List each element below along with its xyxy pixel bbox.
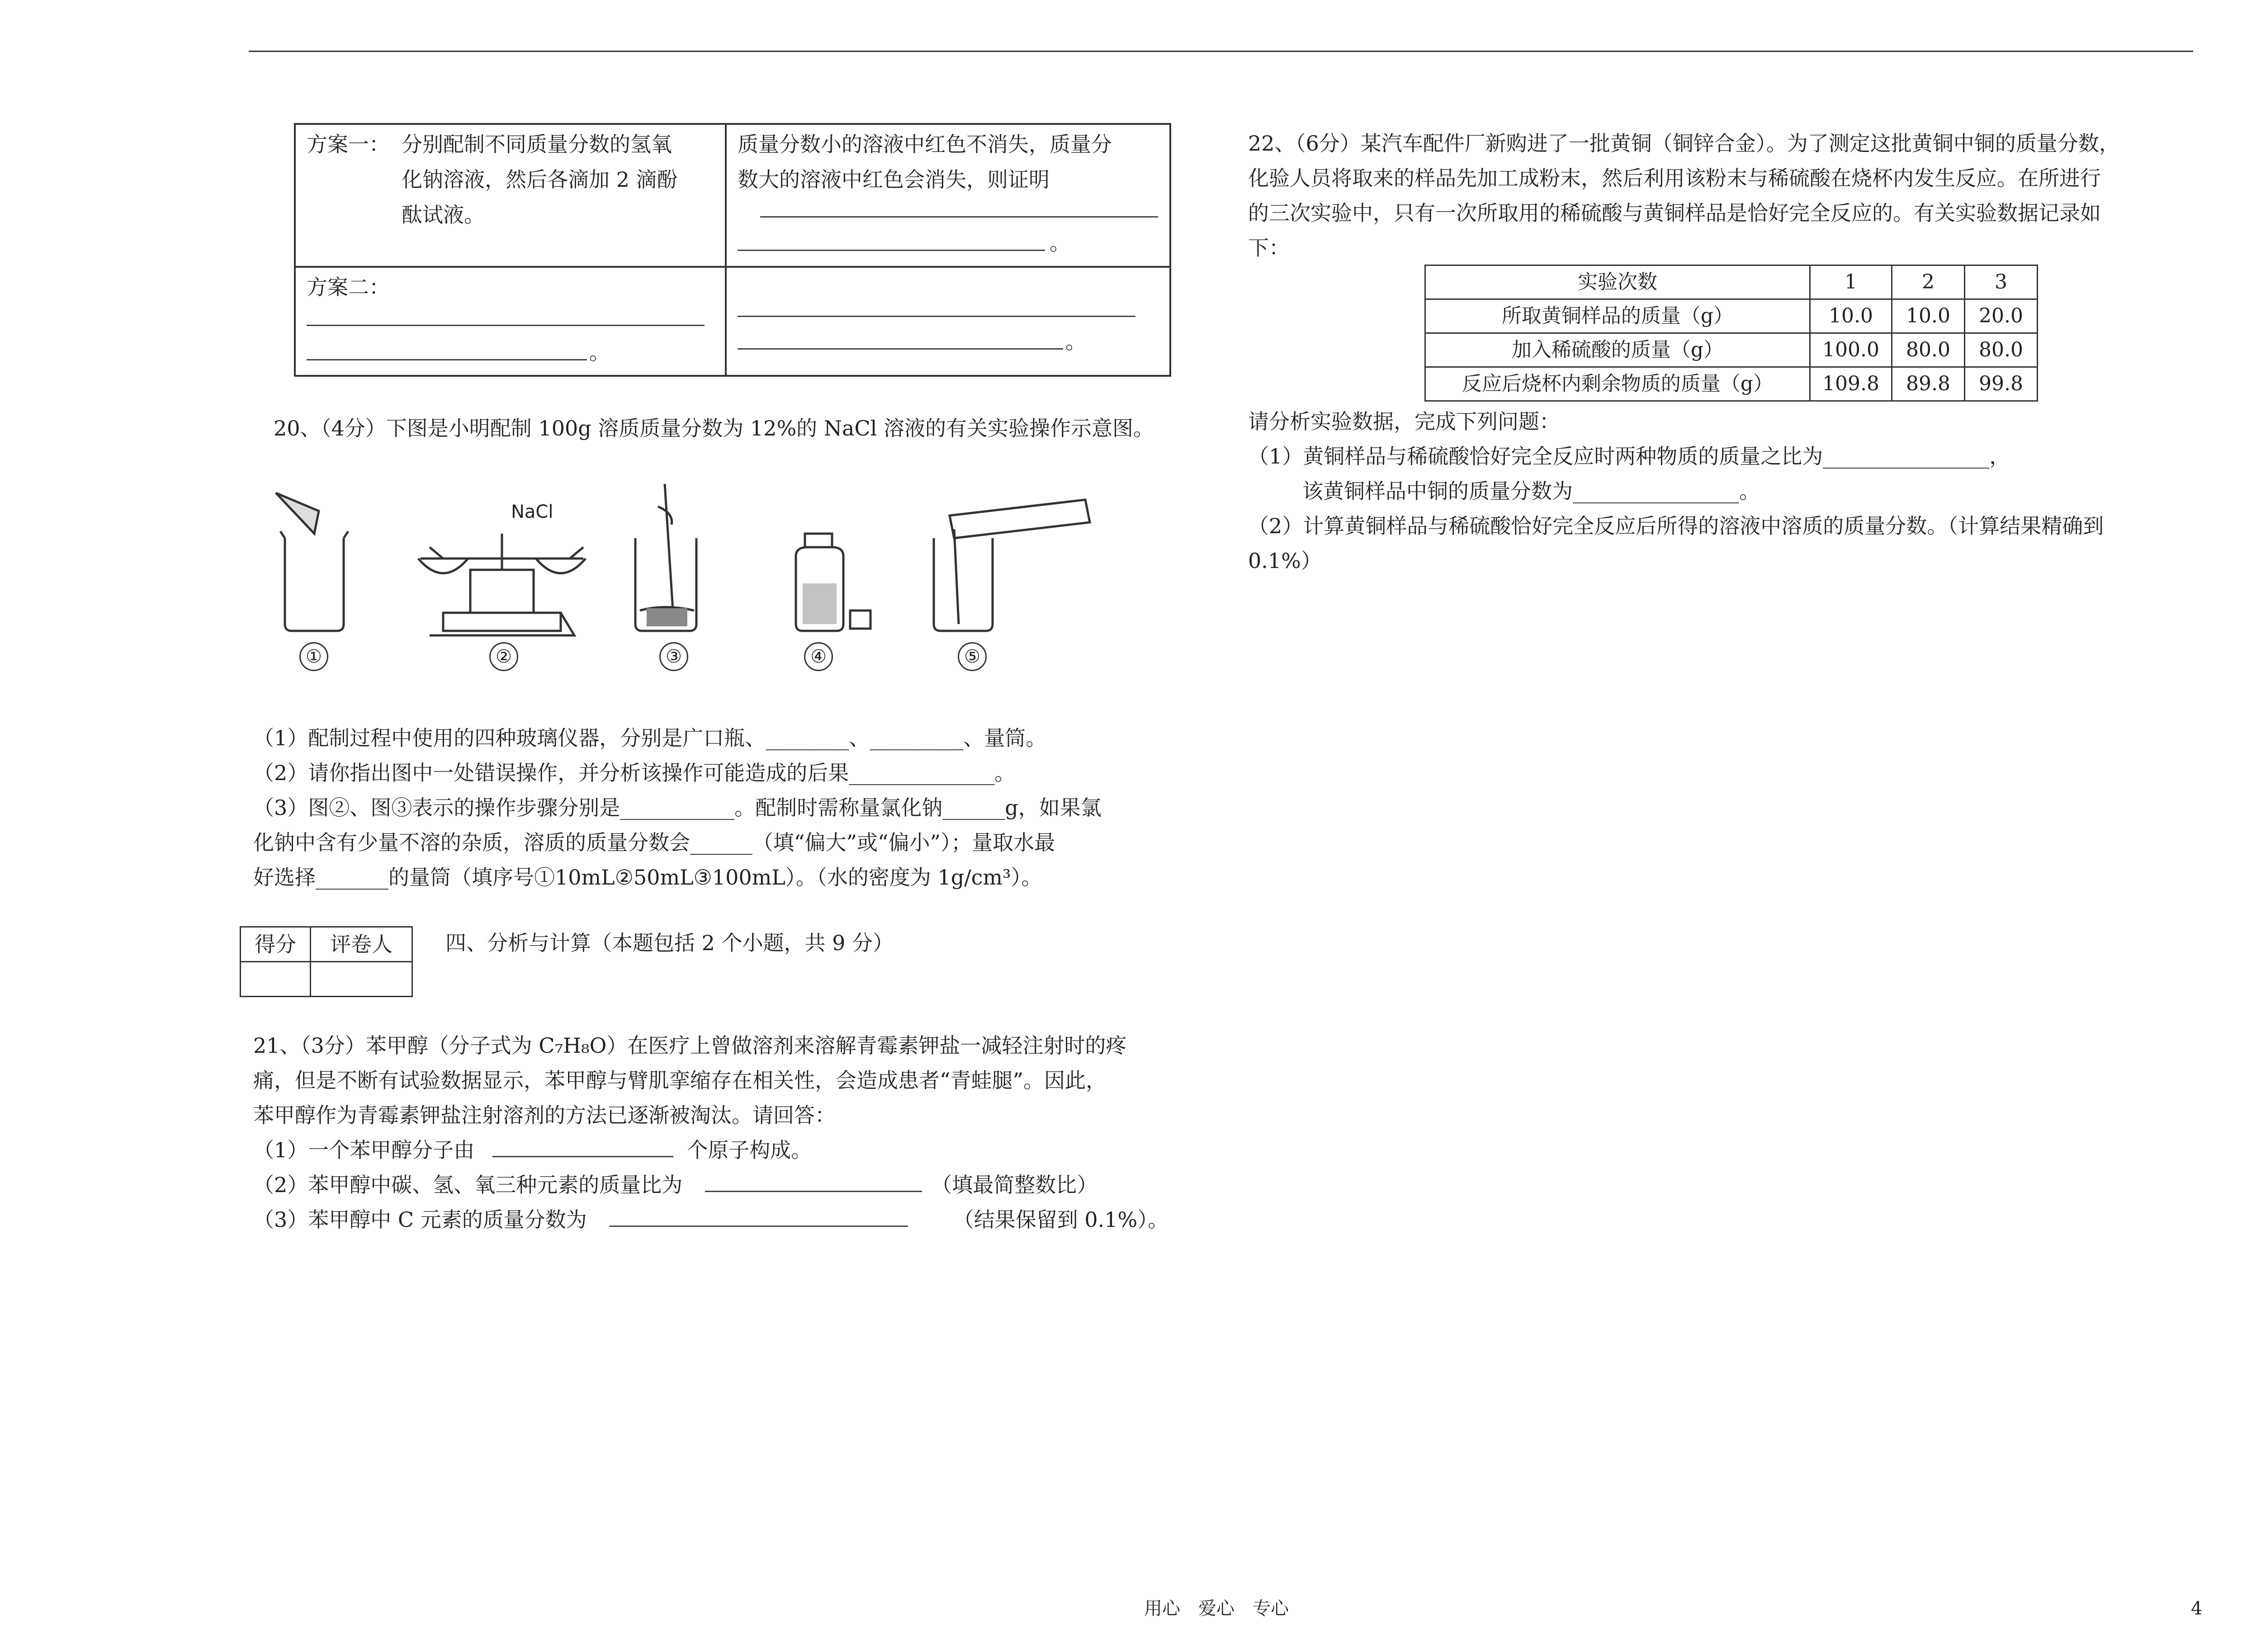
header-trial: 实验次数 xyxy=(1425,265,1810,299)
q20-sub3-line1: （3）图②、图③表示的操作步骤分别是___________。配制时需称量氯化钠______g，如果氯 xyxy=(253,795,1102,820)
plan1-cell xyxy=(295,124,726,267)
q22-sub1-line2: 该黄铜样品中铜的质量分数为________________。 xyxy=(1302,479,1760,503)
table-cell: 20.0 xyxy=(1965,299,2038,333)
row-label: 反应后烧杯内剩余物质的质量（g） xyxy=(1425,367,1810,401)
figure-label-3: ③ xyxy=(659,642,688,671)
plan2-result-cell xyxy=(726,267,1170,376)
header-1: 1 xyxy=(1810,265,1892,299)
q22-sub2-line1: （2）计算黄铜样品与稀硫酸恰好完全反应后所得的溶液中溶质的质量分数。（计算结果精确到 xyxy=(1248,514,2104,538)
q22-line2: 化验人员将取来的样品先加工成粉末，然后利用该粉末与稀硫酸在烧杯内发生反应。在所进行 xyxy=(1248,166,2101,190)
header-2: 2 xyxy=(1892,265,1965,299)
table-row xyxy=(1425,299,2038,333)
table-cell: 89.8 xyxy=(1892,367,1965,401)
plan2-blank-1[interactable] xyxy=(307,325,705,326)
experiment-table-header xyxy=(1425,265,2038,299)
q21-sub3 xyxy=(253,1203,1168,1236)
plan1-result-cell xyxy=(726,124,1170,267)
grader-input[interactable] xyxy=(311,962,412,997)
header-rule xyxy=(249,51,2193,52)
plan2-result-blank-1[interactable] xyxy=(738,316,1135,317)
q21-sub2 xyxy=(253,1168,1097,1202)
plan1-answer-blank-1[interactable] xyxy=(760,216,1158,218)
plan2-blank-2[interactable] xyxy=(307,359,587,360)
figure-label-1: ① xyxy=(299,642,328,671)
header-3: 3 xyxy=(1965,265,2038,299)
score-label: 得分 xyxy=(241,927,311,962)
plan1-result-line-1: 质量分数小的溶液中红色不消失，质量分 xyxy=(737,132,1112,156)
q22-sub1-line1: （1）黄铜样品与稀硫酸恰好完全反应时两种物质的质量之比为________________， xyxy=(1248,444,2010,469)
section-title: 四、分析与计算（本题包括 2 个小题，共 9 分） xyxy=(445,931,894,955)
plan1-line-3: 酞试液。 xyxy=(402,203,485,227)
table-cell: 80.0 xyxy=(1965,333,2038,367)
plan1-line-1: 分别配制不同质量分数的氢氧 xyxy=(402,132,672,156)
table-cell: 10.0 xyxy=(1810,299,1892,333)
footer-motto: 用心 爱心 专心 xyxy=(1144,1598,1289,1619)
table-cell: 10.0 xyxy=(1892,299,1965,333)
q21-line1: 21、（3分）苯甲醇（分子式为 C₇H₈O）在医疗上曾做溶剂来溶解青霉素钾盐一减轻注射时的疼 xyxy=(253,1033,1127,1058)
q21-sub2-post: （填最简整数比） xyxy=(931,1173,1098,1197)
page-number: 4 xyxy=(2191,1598,2203,1619)
plan1-period: 。 xyxy=(1049,231,1070,255)
figure-label-2: ② xyxy=(489,642,518,671)
table-row xyxy=(1425,333,2038,367)
q22-line4: 下： xyxy=(1248,236,1290,260)
q21-sub1 xyxy=(253,1133,812,1167)
figure-label-4: ④ xyxy=(804,642,833,671)
table-row xyxy=(1425,367,2038,401)
q20-sub3-line3: 好选择_______的量筒（填序号①10mL②50mL③100mL）。（水的密度为 1g/cm³）。 xyxy=(253,865,1042,890)
row-label: 加入稀硫酸的质量（g） xyxy=(1425,333,1810,367)
q20-sub3-line2: 化钠中含有少量不溶的杂质，溶质的质量分数会______（填“偏大”或“偏小”）；量取水最 xyxy=(253,830,1055,855)
plan2-cell xyxy=(295,267,726,376)
plan1-line-2: 化钠溶液，然后各滴加 2 滴酚 xyxy=(402,167,678,192)
q20-sub2: （2）请你指出图中一处错误操作，并分析该操作可能造成的后果______________。 xyxy=(253,761,1016,785)
table-cell: 99.8 xyxy=(1965,367,2038,401)
row-label: 所取黄铜样品的质量（g） xyxy=(1425,299,1810,333)
q21-sub1-pre: （1）一个苯甲醇分子由 xyxy=(253,1138,475,1162)
q21-line3: 苯甲醇作为青霉素钾盐注射溶剂的方法已逐渐被淘汰。请回答： xyxy=(253,1103,836,1127)
table-cell: 80.0 xyxy=(1892,333,1965,367)
plan2-result-blank-2[interactable] xyxy=(738,348,1063,350)
nacl-label: NaCl xyxy=(511,502,553,522)
q21-sub1-post: 个原子构成。 xyxy=(687,1138,812,1162)
q22-line3: 的三次实验中，只有一次所取用的稀硫酸与黄铜样品是恰好完全反应的。有关实验数据记录如 xyxy=(1248,201,2101,225)
q22-sub2-line2: 0.1%） xyxy=(1248,549,1322,573)
plan2-result-period: 。 xyxy=(1065,329,1086,354)
q21-sub2-blank[interactable] xyxy=(705,1168,922,1192)
q20-figure xyxy=(267,479,1149,678)
plan-table xyxy=(294,123,1171,377)
q21-sub3-post: （结果保留到 0.1%）。 xyxy=(953,1207,1169,1232)
q22-line1: 22、（6分）某汽车配件厂新购进了一批黄铜（铜锌合金）。为了测定这批黄铜中铜的质量分数， xyxy=(1248,131,2120,156)
plan1-label: 方案一： xyxy=(307,132,390,156)
q20-sub1: （1）配制过程中使用的四种玻璃仪器，分别是广口瓶、________、_________、量筒。 xyxy=(253,726,1047,750)
q22-after-table: 请分析实验数据，完成下列问题： xyxy=(1248,409,1560,434)
q21-sub1-blank[interactable] xyxy=(492,1133,673,1157)
plan2-period: 。 xyxy=(589,340,610,364)
score-input[interactable] xyxy=(241,962,311,997)
table-cell: 100.0 xyxy=(1810,333,1892,367)
figure-label-5: ⑤ xyxy=(958,642,987,671)
q20-stem: 20、（4分）下图是小明配制 100g 溶质质量分数为 12%的 NaCl 溶液的有关实验操作示意图。 xyxy=(274,416,1154,440)
q21-sub3-pre: （3）苯甲醇中 C 元素的质量分数为 xyxy=(253,1207,587,1232)
experiment-table xyxy=(1424,265,2038,402)
plan2-label: 方案二： xyxy=(307,275,390,299)
plan1-answer-blank-2[interactable] xyxy=(738,250,1045,251)
q21-line2: 痛，但是不断有试验数据显示，苯甲醇与臂肌挛缩存在相关性，会造成患者“青蛙腿”。因此， xyxy=(253,1068,1107,1093)
plan1-result-line-2: 数大的溶液中红色会消失，则证明 xyxy=(737,167,1050,192)
table-cell: 109.8 xyxy=(1810,367,1892,401)
score-box xyxy=(240,926,413,997)
q21-sub2-pre: （2）苯甲醇中碳、氢、氧三种元素的质量比为 xyxy=(253,1173,683,1197)
lab-operations-illustration xyxy=(267,479,1149,678)
grader-label: 评卷人 xyxy=(311,927,412,962)
q21-sub3-blank[interactable] xyxy=(610,1203,908,1227)
